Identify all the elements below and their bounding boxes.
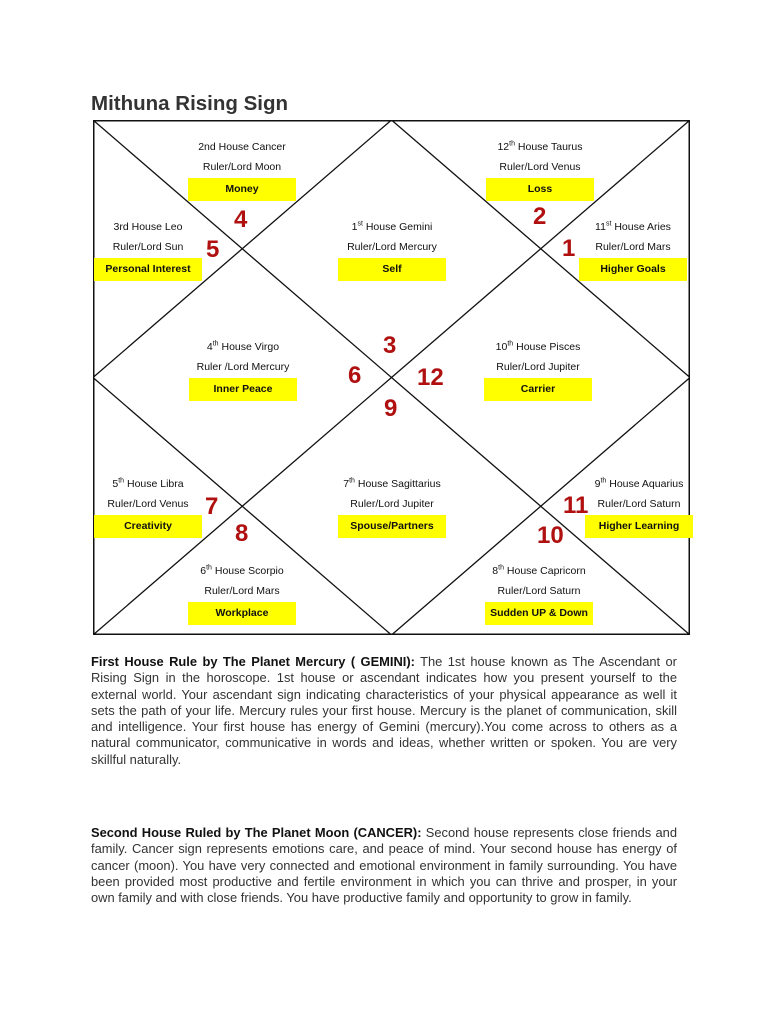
sign-number-house-4: 6 xyxy=(348,362,362,389)
house-8-ruler: Ruler/Lord Saturn xyxy=(497,585,581,597)
sign-number-house-2: 4 xyxy=(234,206,248,233)
house-4 xyxy=(184,340,302,401)
house-10-meaning: Carrier xyxy=(484,378,592,401)
house-8-name: 8th House Capricorn xyxy=(492,564,586,577)
house-1 xyxy=(333,220,451,281)
second-house-paragraph xyxy=(91,825,677,906)
house-11-meaning: Higher Goals xyxy=(579,258,687,281)
house-5-meaning: Creativity xyxy=(94,515,202,538)
sign-number-house-10: 12 xyxy=(417,364,444,391)
house-6-name: 6th House Scorpio xyxy=(200,564,284,577)
house-11 xyxy=(574,220,692,281)
house-3-meaning: Personal Interest xyxy=(94,258,202,281)
house-5 xyxy=(89,477,207,538)
house-8 xyxy=(480,564,598,625)
house-3-name: 3rd House Leo xyxy=(113,221,183,233)
house-1-name: 1st House Gemini xyxy=(351,220,433,233)
first-house-paragraph xyxy=(91,654,677,768)
house-4-name: 4th House Virgo xyxy=(206,340,280,353)
house-2-ruler: Ruler/Lord Moon xyxy=(202,161,282,173)
house-2 xyxy=(183,140,301,201)
house-6-ruler: Ruler/Lord Mars xyxy=(204,585,280,597)
house-2-name: 2nd House Cancer xyxy=(198,141,286,153)
second-house-body: Second house represents close friends and family. Cancer sign represents emotions care, and peace of mind. Your second house has energy of cancer (moon). You have very connected and emotional environment in family surrounding. You have been provided most productive and fertile environment in which you can thrive and prosper, in your own family and with close friends. You have productive family and opportunity to grow in family. xyxy=(91,825,677,906)
sign-number-house-7: 9 xyxy=(384,395,398,422)
house-8-meaning: Sudden UP & Down xyxy=(485,602,593,625)
birth-chart xyxy=(93,120,690,635)
page-title: Mithuna Rising Sign xyxy=(91,92,289,115)
sign-number-house-3: 5 xyxy=(206,236,220,263)
house-12 xyxy=(481,140,599,201)
house-7-name: 7th House Sagittarius xyxy=(343,477,441,490)
first-house-heading: First House Rule by The Planet Mercury ( GEMINI): xyxy=(91,654,415,669)
house-9 xyxy=(580,477,698,538)
house-1-meaning: Self xyxy=(338,258,446,281)
sign-number-house-11: 1 xyxy=(562,235,576,262)
house-6 xyxy=(183,564,301,625)
house-11-ruler: Ruler/Lord Mars xyxy=(595,241,671,253)
house-4-ruler: Ruler /Lord Mercury xyxy=(196,361,290,373)
sign-number-house-1: 3 xyxy=(383,332,397,359)
house-12-meaning: Loss xyxy=(486,178,594,201)
sign-number-house-8: 10 xyxy=(537,522,564,549)
house-3 xyxy=(89,220,207,281)
house-9-name: 9th House Aquarius xyxy=(594,477,684,490)
house-9-ruler: Ruler/Lord Saturn xyxy=(597,498,681,510)
house-12-ruler: Ruler/Lord Venus xyxy=(499,161,581,173)
house-10-ruler: Ruler/Lord Jupiter xyxy=(496,361,580,373)
house-7-meaning: Spouse/Partners xyxy=(338,515,446,538)
house-2-meaning: Money xyxy=(188,178,296,201)
house-5-ruler: Ruler/Lord Venus xyxy=(107,498,189,510)
house-7-ruler: Ruler/Lord Jupiter xyxy=(350,498,434,510)
house-4-meaning: Inner Peace xyxy=(189,378,297,401)
house-11-name: 11st House Aries xyxy=(595,220,671,233)
house-10-name: 10th House Pisces xyxy=(495,340,581,353)
sign-number-house-6: 8 xyxy=(235,520,249,547)
sign-number-house-9: 11 xyxy=(563,492,589,519)
house-6-meaning: Workplace xyxy=(188,602,296,625)
first-house-body: The 1st house known as The Ascendant or Rising Sign in the horoscope. 1st house or ascendant indicates how you present yourself to the external world. Your ascendant sign indicating characteristics of your physical appearance as well it sets the path of your life. Mercury rules your first house. Mercury is the planet of communication, skill and intelligence. Your first house has energy of Gemini (mercury).You come across to others as a natural communicator, communicative in words and ideas, whether written or spoken. You are very skillful naturally. xyxy=(91,654,677,767)
house-3-ruler: Ruler/Lord Sun xyxy=(112,241,184,253)
house-10 xyxy=(479,340,597,401)
house-7 xyxy=(333,477,451,538)
sign-number-house-5: 7 xyxy=(205,493,219,520)
house-5-name: 5th House Libra xyxy=(112,477,184,490)
house-12-name: 12th House Taurus xyxy=(497,140,583,153)
house-1-ruler: Ruler/Lord Mercury xyxy=(347,241,437,253)
second-house-heading: Second House Ruled by The Planet Moon (CANCER): xyxy=(91,825,422,840)
sign-number-house-12: 2 xyxy=(533,203,547,230)
house-9-meaning: Higher Learning xyxy=(585,515,693,538)
